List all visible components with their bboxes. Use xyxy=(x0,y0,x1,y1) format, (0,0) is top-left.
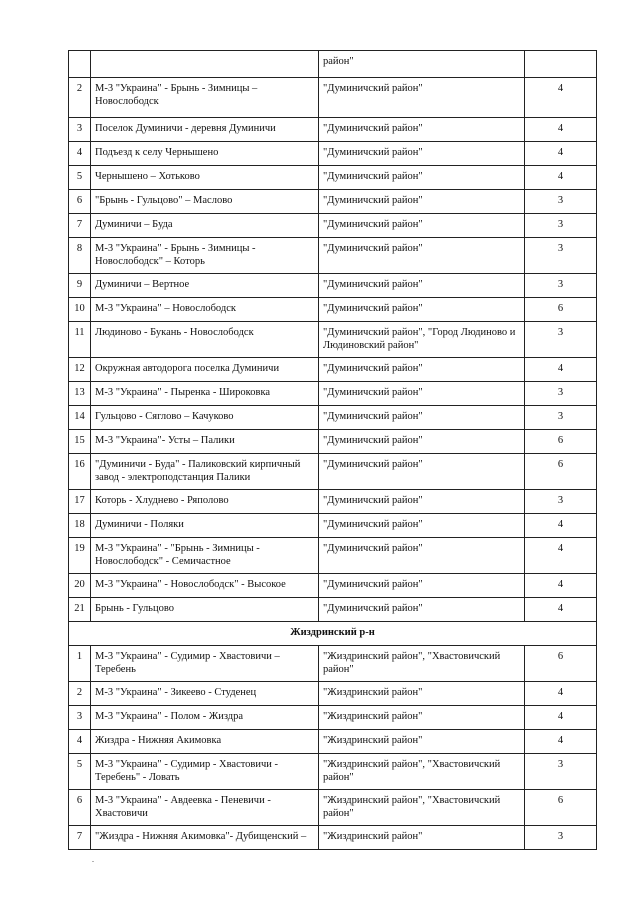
cell-road: М-3 "Украина" - Авдеевка - Пеневичи - Хвастовичи xyxy=(91,790,319,826)
cell-district: "Думиничский район" xyxy=(319,274,525,298)
cell-district: "Думиничский район" xyxy=(319,78,525,118)
table-row xyxy=(69,454,597,490)
cell-road: М-3 "Украина" - Брынь - Зимницы - Новослободск" – Которь xyxy=(91,238,319,274)
cell-district: "Думиничский район" xyxy=(319,190,525,214)
cell-number: 4 xyxy=(69,730,91,754)
cell-road: "Жиздра - Нижняя Акимовка"- Дубищенский – xyxy=(91,826,319,850)
cell-number: 21 xyxy=(69,598,91,622)
cell-road: "Брынь - Гульцово" – Маслово xyxy=(91,190,319,214)
cell-category: 4 xyxy=(525,538,597,574)
cell-number: 16 xyxy=(69,454,91,490)
cell-district: "Жиздринский район", "Хвастовичский район" xyxy=(319,754,525,790)
cell-category: 3 xyxy=(525,322,597,358)
cell-number: 14 xyxy=(69,406,91,430)
cell-district: "Думиничский район" xyxy=(319,454,525,490)
cell-category: 4 xyxy=(525,142,597,166)
table-row xyxy=(69,574,597,598)
cell-road xyxy=(91,51,319,78)
table-row xyxy=(69,646,597,682)
cell-district: "Думиничский район" xyxy=(319,298,525,322)
cell-number: 10 xyxy=(69,298,91,322)
section-row xyxy=(69,622,597,646)
table-row xyxy=(69,406,597,430)
cell-number: 7 xyxy=(69,214,91,238)
cell-number: 2 xyxy=(69,78,91,118)
table-row xyxy=(69,682,597,706)
cell-district: "Думиничский район" xyxy=(319,118,525,142)
cell-number: 12 xyxy=(69,358,91,382)
cell-category: 4 xyxy=(525,358,597,382)
cell-district: "Думиничский район" xyxy=(319,406,525,430)
cell-category: 6 xyxy=(525,790,597,826)
cell-number: 17 xyxy=(69,490,91,514)
cell-category: 6 xyxy=(525,646,597,682)
table-row xyxy=(69,118,597,142)
table-row xyxy=(69,322,597,358)
table-row xyxy=(69,514,597,538)
table-row xyxy=(69,598,597,622)
cell-number: 19 xyxy=(69,538,91,574)
table-row xyxy=(69,190,597,214)
cell-number xyxy=(69,51,91,78)
cell-road: Людиново - Букань - Новослободск xyxy=(91,322,319,358)
cell-road: М-3 "Украина" - Брынь - Зимницы – Новослободск xyxy=(91,78,319,118)
cell-road: М-3 "Украина" – Новослободск xyxy=(91,298,319,322)
table-row xyxy=(69,538,597,574)
cell-category: 4 xyxy=(525,682,597,706)
cell-district: "Думиничский район" xyxy=(319,538,525,574)
cell-road: Чернышено – Хотьково xyxy=(91,166,319,190)
cell-district: "Думиничский район" xyxy=(319,382,525,406)
cell-category: 4 xyxy=(525,598,597,622)
footer-mark: . xyxy=(92,855,94,864)
roads-table xyxy=(68,50,597,850)
cell-road: Брынь - Гульцово xyxy=(91,598,319,622)
table-row xyxy=(69,298,597,322)
cell-number: 3 xyxy=(69,118,91,142)
cell-district: "Жиздринский район" xyxy=(319,730,525,754)
cell-road: М-3 "Украина" - Судимир - Хвастовичи - Теребень" - Ловать xyxy=(91,754,319,790)
cell-category: 3 xyxy=(525,238,597,274)
cell-number: 2 xyxy=(69,682,91,706)
cell-number: 20 xyxy=(69,574,91,598)
cell-number: 13 xyxy=(69,382,91,406)
table-row xyxy=(69,790,597,826)
cell-road: М-3 "Украина" - Пыренка - Широковка xyxy=(91,382,319,406)
cell-number: 15 xyxy=(69,430,91,454)
cell-district: "Жиздринский район" xyxy=(319,706,525,730)
table-row xyxy=(69,382,597,406)
cell-category: 4 xyxy=(525,706,597,730)
cell-district: "Думиничский район" xyxy=(319,514,525,538)
cell-category: 3 xyxy=(525,490,597,514)
table-row xyxy=(69,78,597,118)
cell-road: Думиничи – Вертное xyxy=(91,274,319,298)
table-row xyxy=(69,754,597,790)
cell-number: 4 xyxy=(69,142,91,166)
table-row xyxy=(69,214,597,238)
cell-category: 6 xyxy=(525,454,597,490)
cell-road: М-3 "Украина" - Судимир - Хвастовичи – Теребень xyxy=(91,646,319,682)
cell-category: 4 xyxy=(525,166,597,190)
cell-number: 6 xyxy=(69,190,91,214)
cell-road: Думиничи - Поляки xyxy=(91,514,319,538)
cell-district: "Думиничский район" xyxy=(319,214,525,238)
cell-category: 4 xyxy=(525,118,597,142)
table-row-continued xyxy=(69,51,597,78)
cell-number: 3 xyxy=(69,706,91,730)
cell-category: 3 xyxy=(525,406,597,430)
cell-district: "Думиничский район" xyxy=(319,598,525,622)
table-row xyxy=(69,706,597,730)
table-row xyxy=(69,358,597,382)
cell-road: М-3 "Украина"- Усты – Палики xyxy=(91,430,319,454)
table-row xyxy=(69,490,597,514)
cell-category: 4 xyxy=(525,78,597,118)
table-row xyxy=(69,142,597,166)
table-row xyxy=(69,166,597,190)
cell-district: "Думиничский район", "Город Людиново и Людиновский район" xyxy=(319,322,525,358)
cell-road: М-3 "Украина" - Новослободск" - Высокое xyxy=(91,574,319,598)
table-row xyxy=(69,430,597,454)
cell-road: Гульцово - Сяглово – Качуково xyxy=(91,406,319,430)
cell-category: 3 xyxy=(525,826,597,850)
cell-district: "Думиничский район" xyxy=(319,574,525,598)
cell-category: 3 xyxy=(525,754,597,790)
cell-category: 3 xyxy=(525,214,597,238)
cell-district: "Жиздринский район", "Хвастовичский район" xyxy=(319,790,525,826)
cell-category: 3 xyxy=(525,190,597,214)
cell-category: 4 xyxy=(525,574,597,598)
cell-district: "Думиничский район" xyxy=(319,238,525,274)
table-row xyxy=(69,274,597,298)
cell-district: "Жиздринский район" xyxy=(319,682,525,706)
cell-number: 5 xyxy=(69,166,91,190)
section-title: Жиздринский р-н xyxy=(69,622,597,646)
cell-number: 5 xyxy=(69,754,91,790)
cell-road: Окружная автодорога поселка Думиничи xyxy=(91,358,319,382)
cell-category xyxy=(525,51,597,78)
cell-category: 6 xyxy=(525,430,597,454)
table-row xyxy=(69,238,597,274)
cell-district: "Жиздринский район" xyxy=(319,826,525,850)
cell-road: М-3 "Украина" - Зикеево - Студенец xyxy=(91,682,319,706)
cell-number: 11 xyxy=(69,322,91,358)
cell-category: 3 xyxy=(525,274,597,298)
cell-number: 1 xyxy=(69,646,91,682)
cell-road: Жиздра - Нижняя Акимовка xyxy=(91,730,319,754)
cell-road: "Думиничи - Буда" - Паликовский кирпичный завод - электроподстанция Палики xyxy=(91,454,319,490)
cell-road: Поселок Думиничи - деревня Думиничи xyxy=(91,118,319,142)
table-row xyxy=(69,730,597,754)
cell-road: М-3 "Украина" - "Брынь - Зимницы - Новослободск" - Семичастное xyxy=(91,538,319,574)
cell-road: М-3 "Украина" - Полом - Жиздра xyxy=(91,706,319,730)
cell-category: 3 xyxy=(525,382,597,406)
table-row xyxy=(69,826,597,850)
cell-district: "Думиничский район" xyxy=(319,358,525,382)
cell-number: 9 xyxy=(69,274,91,298)
cell-road: Думиничи – Буда xyxy=(91,214,319,238)
cell-number: 18 xyxy=(69,514,91,538)
cell-number: 7 xyxy=(69,826,91,850)
cell-road: Которь - Хлуднево - Ряполово xyxy=(91,490,319,514)
cell-number: 8 xyxy=(69,238,91,274)
cell-district: "Думиничский район" xyxy=(319,430,525,454)
cell-district: район" xyxy=(319,51,525,78)
cell-category: 4 xyxy=(525,514,597,538)
cell-category: 4 xyxy=(525,730,597,754)
cell-district: "Жиздринский район", "Хвастовичский район" xyxy=(319,646,525,682)
cell-road: Подъезд к селу Чернышено xyxy=(91,142,319,166)
cell-category: 6 xyxy=(525,298,597,322)
cell-district: "Думиничский район" xyxy=(319,142,525,166)
cell-number: 6 xyxy=(69,790,91,826)
cell-district: "Думиничский район" xyxy=(319,490,525,514)
cell-district: "Думиничский район" xyxy=(319,166,525,190)
